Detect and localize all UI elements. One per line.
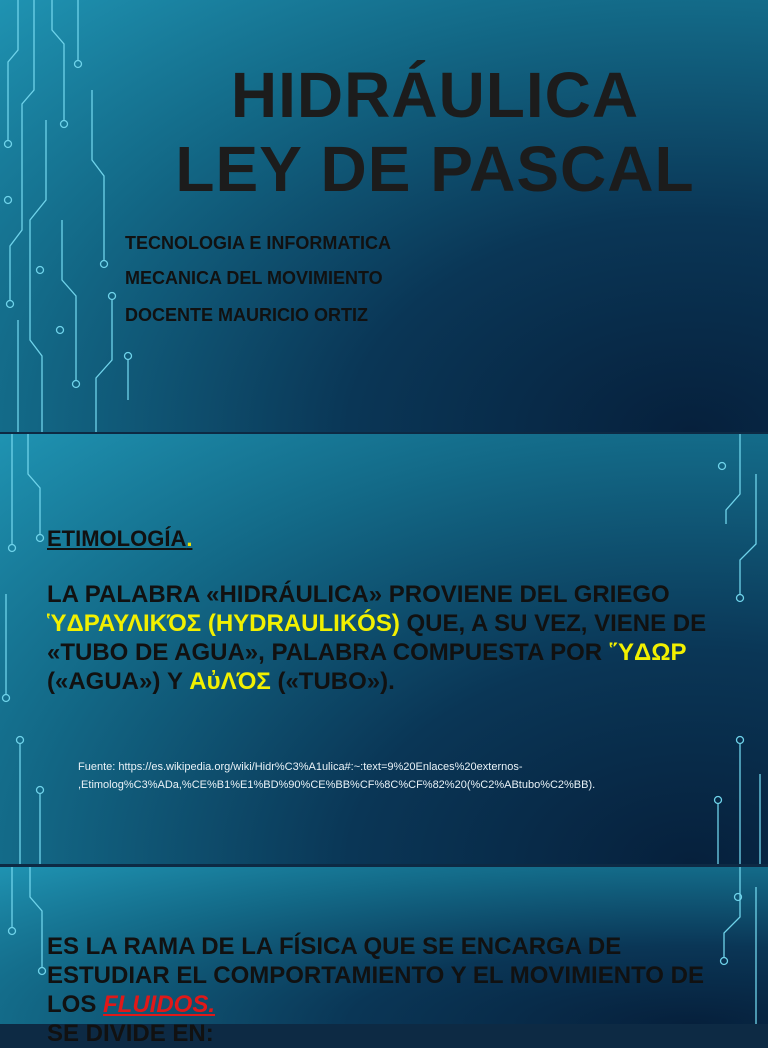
source-line-1: Fuente: https://es.wikipedia.org/wiki/Hidr%C3%A1ulica#:~:text=9%20Enlaces%20externos-: [78, 761, 523, 773]
slide-definition: [0, 867, 768, 1047]
definition-text: ES LA RAMA DE LA FÍSICA QUE SE ENCARGA DE ESTUDIAR EL COMPORTAMIENTO Y EL MOVIMIENTO DE LOS: [47, 933, 704, 1018]
greek-word-hydor: ὝΔΩΡ: [608, 639, 687, 666]
subtitle-course: TECNOLOGIA E INFORMATICA: [125, 233, 391, 253]
greek-word-hydraulikos: ὙΔΡΑΥΛΙΚΌΣ (HYDRAULIKÓS): [47, 610, 400, 637]
para-part-1: LA PALABRA «HIDRÁULICA» PROVIENE DEL GRIEGO: [47, 581, 670, 608]
greek-word-aulos: ΑὐΛΌΣ: [189, 668, 271, 695]
etymology-paragraph: [47, 580, 707, 696]
slide-etimologia: [0, 434, 768, 864]
heading-dot: .: [186, 526, 193, 551]
title-line-2: LEY DE PASCAL: [175, 133, 695, 205]
subtitle-teacher: DOCENTE MAURICIO ORTIZ: [125, 305, 368, 325]
source-citation: [78, 758, 718, 794]
para-part-2: QUE, A SU VEZ, VIENE DE «TUBO DE AGUA», PALABRA COMPUESTA POR: [47, 610, 707, 666]
subtitle-topic: MECANICA DEL MOVIMIENTO: [125, 268, 383, 288]
slide-title: [0, 0, 768, 432]
heading-text: ETIMOLOGÍA: [47, 526, 187, 551]
highlight-fluidos: FLUIDOS.: [103, 991, 216, 1018]
title-line-1: HIDRÁULICA: [230, 59, 640, 131]
para-part-3: («AGUA») Y: [47, 668, 190, 695]
divides-into-text: SE DIVIDE EN:: [47, 1020, 214, 1047]
page-title: [125, 58, 745, 206]
section-heading: [47, 526, 192, 552]
para-part-4: («TUBO»).: [270, 668, 395, 695]
definition-paragraph: [47, 932, 747, 1048]
source-line-2: ,Etimolog%C3%ADa,%CE%B1%E1%BD%90%CE%BB%CF%8C%CF%82%20(%C2%ABtubo%C2%BB).: [78, 779, 596, 791]
